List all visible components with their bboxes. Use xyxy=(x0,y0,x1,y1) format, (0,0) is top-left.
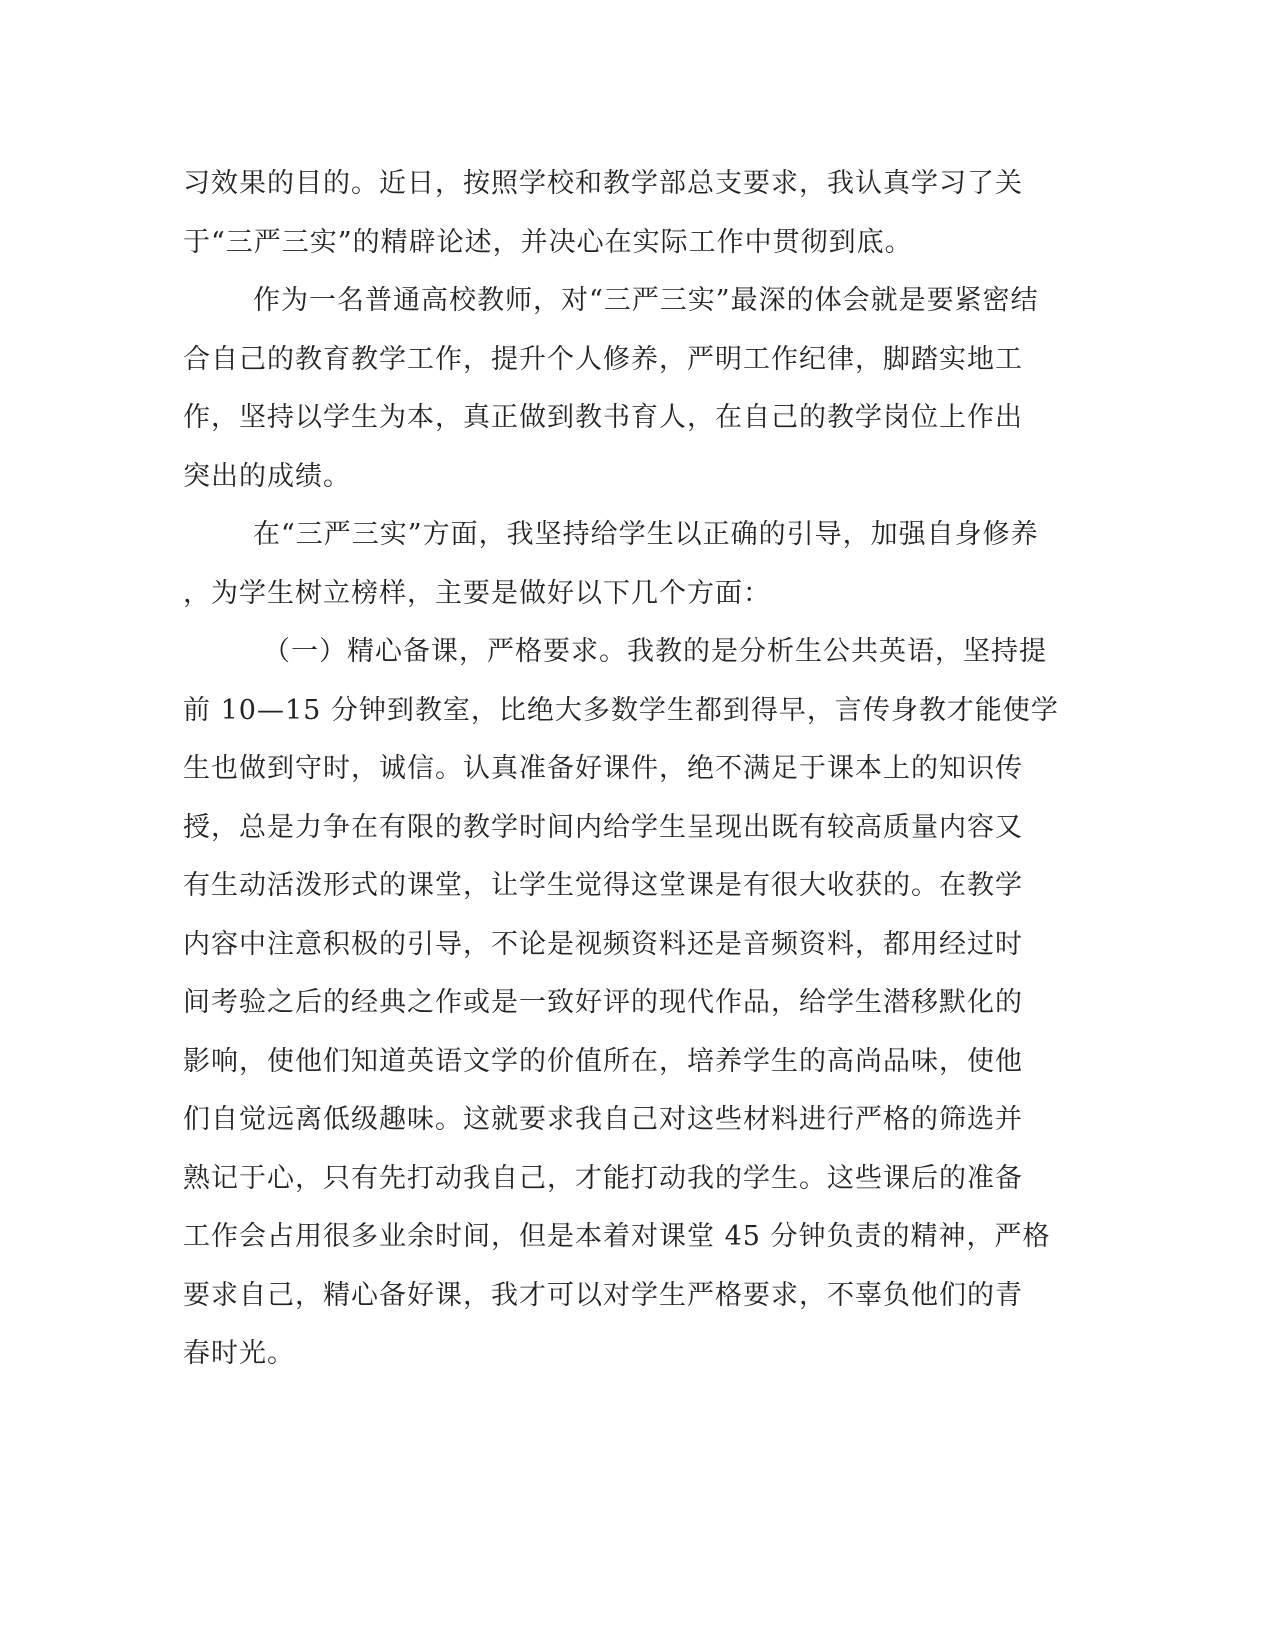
paragraph-first-line: 在“三严三实”方面，我坚持给学生以正确的引导，加强自身修养 xyxy=(253,519,1039,550)
text-line: 作，坚持以学生为本，真正做到教书育人，在自己的教学岗位上作出 xyxy=(183,402,1023,433)
text-line: 春时光。 xyxy=(183,1338,295,1369)
text-line: 授，总是力争在有限的教学时间内给学生呈现出既有较高质量内容又 xyxy=(183,811,1023,843)
text-line: 工作会占用很多业余时间，但是本着对课堂 45 分钟负责的精神，严格 xyxy=(183,1221,1051,1252)
text-line: 突出的成绩。 xyxy=(183,460,351,492)
text-line: 要求自己，精心备好课，我才可以对学生严格要求，不辜负他们的青 xyxy=(183,1279,1023,1311)
text-line: 合自己的教育教学工作，提升个人修养，严明工作纪律，脚踏实地工 xyxy=(183,343,1023,375)
document-body xyxy=(183,155,1059,1384)
text-line: 熟记于心，只有先打动我自己，才能打动我的学生。这些课后的准备 xyxy=(183,1162,1023,1194)
text-line: 于“三严三实”的精辟论述，并决心在实际工作中贯彻到底。 xyxy=(183,226,913,258)
paragraph-first-line: 作为一名普通高校教师，对“三严三实”最深的体会就是要紧密结 xyxy=(253,285,1039,316)
text-line: 前 10—15 分钟到教室，比绝大多数学生都到得早，言传身教才能使学 xyxy=(183,694,1059,726)
text-line: 影响，使他们知道英语文学的价值所在，培养学生的高尚品味，使他 xyxy=(183,1045,1023,1077)
text-line: 有生动活泼形式的课堂，让学生觉得这堂课是有很大收获的。在教学 xyxy=(183,870,1023,901)
text-line: 习效果的目的。近日，按照学校和教学部总支要求，我认真学习了关 xyxy=(183,168,1023,199)
paragraph-first-line: （一）精心备课，严格要求。我教的是分析生公共英语，坚持提 xyxy=(263,636,1047,667)
text-line: ，为学生树立榜样，主要是做好以下几个方面： xyxy=(183,577,771,609)
text-line: 们自觉远离低级趣味。这就要求我自己对这些材料进行严格的筛选并 xyxy=(183,1104,1023,1135)
text-line: 间考验之后的经典之作或是一致好评的现代作品，给学生潜移默化的 xyxy=(183,987,1023,1018)
text-line: 内容中注意积极的引导，不论是视频资料还是音频资料，都用经过时 xyxy=(183,928,1023,960)
text-line: 生也做到守时，诚信。认真准备好课件，绝不满足于课本上的知识传 xyxy=(183,753,1023,784)
